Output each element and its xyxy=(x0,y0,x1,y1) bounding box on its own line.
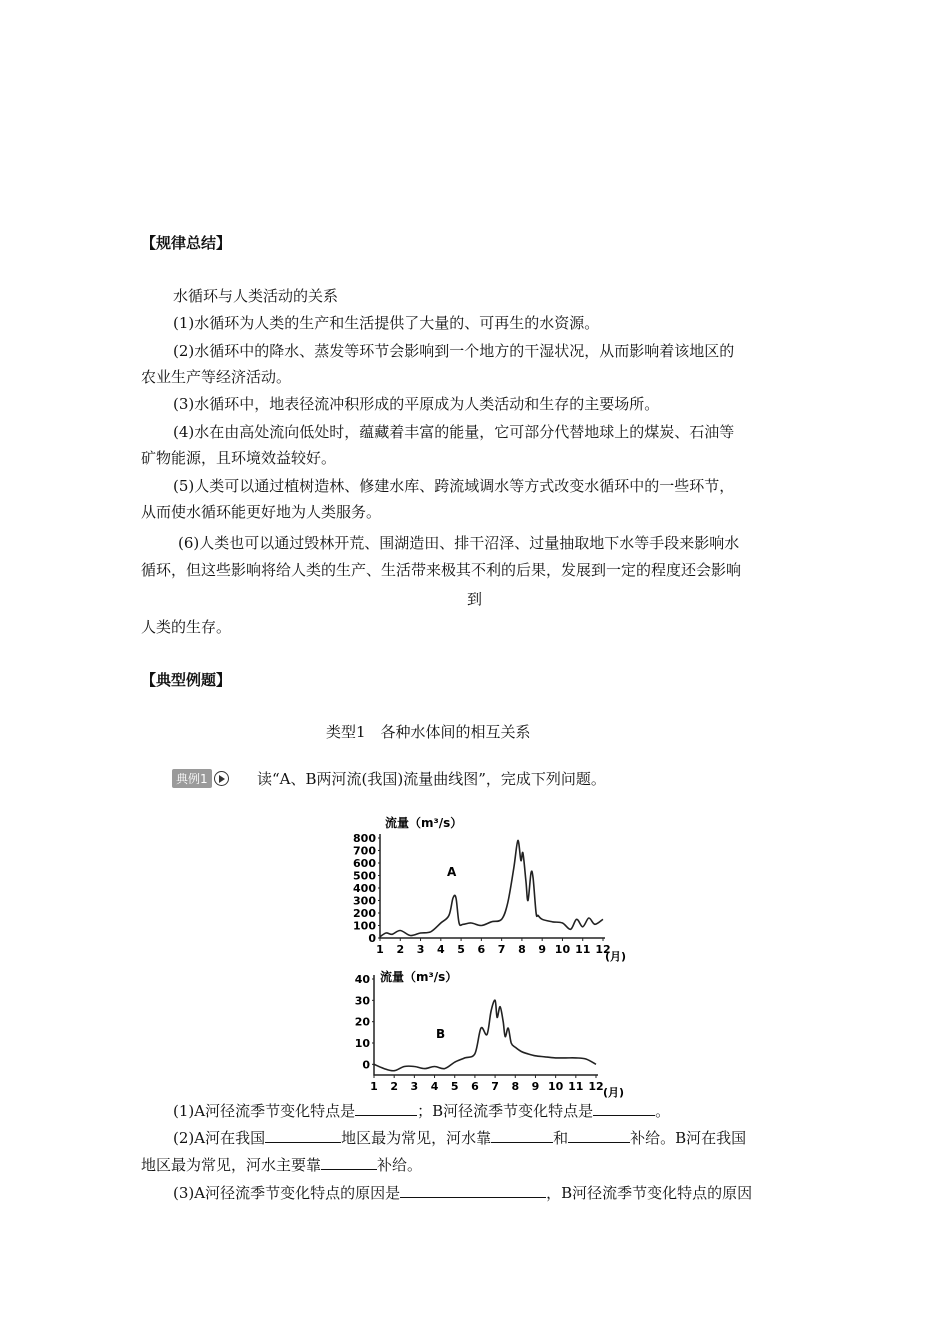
chart-b-series-label: B xyxy=(436,1027,446,1041)
chart-a-x-unit: (月) xyxy=(605,950,627,963)
section-heading-examples: 【典型例题】 xyxy=(141,671,232,689)
chart-a-x-tick: 2 xyxy=(396,943,405,956)
summary-item-6-cont3: 人类的生存。 xyxy=(141,618,232,636)
chart-b-y-tick: 0 xyxy=(362,1058,370,1072)
chart-b-line xyxy=(374,1000,596,1071)
question-2-cont xyxy=(141,1153,422,1177)
q1-blank-b[interactable] xyxy=(593,1101,655,1116)
chart-a-x-tick: 5 xyxy=(457,943,465,956)
chart-a-x-tick: 6 xyxy=(477,943,486,956)
chart-b-x-tick: 2 xyxy=(390,1080,399,1093)
chart-a-x-tick: 10 xyxy=(554,943,571,956)
chart-a-x-tick: 4 xyxy=(436,943,445,956)
q2-text-d: 补给。B河在我国 xyxy=(630,1129,747,1147)
chart-b-axes xyxy=(374,975,598,1075)
chart-a-y-tick: 200 xyxy=(353,907,376,920)
chart-b-x-tick: 11 xyxy=(568,1080,584,1093)
q2-blank-source-b[interactable] xyxy=(321,1155,377,1170)
chart-a-x-tick: 11 xyxy=(575,943,591,956)
q2-text-c: 和 xyxy=(553,1129,569,1147)
q2-blank-region[interactable] xyxy=(265,1128,341,1143)
chart-a-line xyxy=(380,840,603,936)
chart-a-x-tick: 8 xyxy=(518,943,526,956)
q2-text-a: (2)A河在我国 xyxy=(173,1129,266,1147)
summary-item-2-cont: 农业生产等经济活动。 xyxy=(141,368,292,386)
q2-blank-source-2[interactable] xyxy=(568,1128,630,1143)
chart-b-y-tick: 20 xyxy=(354,1015,370,1029)
chart-b-title: 流量（m³/s） xyxy=(380,970,458,984)
example-prompt: 读“A、B两河流(我国)流量曲线图”，完成下列问题。 xyxy=(257,770,606,788)
chart-b-x-tick: 5 xyxy=(450,1080,459,1093)
chart-b-y-tick: 30 xyxy=(354,994,370,1008)
chart-b-y-tick: 10 xyxy=(354,1037,370,1050)
q2-blank-source-1[interactable] xyxy=(491,1128,553,1143)
summary-item-3: (3)水循环中，地表径流冲积形成的平原成为人类活动和生存的主要场所。 xyxy=(173,395,660,413)
chart-b-y-tick: 40 xyxy=(354,973,370,986)
q3-blank-a[interactable] xyxy=(400,1183,546,1198)
chart-a-title: 流量（m³/s） xyxy=(385,816,463,830)
question-3 xyxy=(173,1181,752,1205)
chart-b-x-unit: (月) xyxy=(603,1086,625,1099)
summary-item-5-cont: 从而使水循环能更好地为人类服务。 xyxy=(141,503,382,521)
chart-river-b xyxy=(335,965,635,1103)
question-2 xyxy=(173,1126,746,1150)
play-icon xyxy=(214,771,229,786)
summary-intro: 水循环与人类活动的关系 xyxy=(173,287,339,305)
example-tag-label: 典例1 xyxy=(172,769,212,788)
chart-a-y-tick: 100 xyxy=(353,919,376,933)
chart-a-axes xyxy=(380,834,605,938)
summary-item-6: (6)人类也可以通过毁林开荒、围湖造田、排干沼泽、过量抽取地下水等手段来影响水 xyxy=(178,534,740,552)
chart-b-x-tick: 9 xyxy=(531,1080,540,1093)
q2-text-f: 补给。 xyxy=(377,1156,423,1174)
chart-b-x-tick: 8 xyxy=(511,1080,520,1093)
chart-a-x-tick: 9 xyxy=(538,943,547,956)
q3-text-a: (3)A河径流季节变化特点的原因是 xyxy=(173,1184,401,1202)
chart-a-x-tick: 1 xyxy=(376,943,384,956)
q3-text-b: ，B河径流季节变化特点的原因 xyxy=(546,1184,753,1202)
chart-b-x-tick: 1 xyxy=(370,1080,378,1093)
summary-item-6-cont2: 到 xyxy=(467,590,483,608)
q1-text-end: 。 xyxy=(655,1102,671,1120)
chart-a-x-tick: 12 xyxy=(595,943,611,956)
summary-item-2: (2)水循环中的降水、蒸发等环节会影响到一个地方的干湿状况，从而影响着该地区的 xyxy=(173,342,735,360)
q2-text-b: 地区最为常见，河水靠 xyxy=(341,1129,492,1147)
chart-river-a xyxy=(335,810,635,965)
question-1 xyxy=(173,1099,670,1123)
q1-text-b: ；B河径流季节变化特点是 xyxy=(417,1102,594,1120)
q1-text-a: (1)A河径流季节变化特点是 xyxy=(173,1102,356,1120)
q2-text-e: 地区最为常见，河水主要靠 xyxy=(141,1156,322,1174)
summary-item-4-cont: 矿物能源，且环境效益较好。 xyxy=(141,449,337,467)
summary-item-4: (4)水在由高处流向低处时，蕴藏着丰富的能量，它可部分代替地球上的煤炭、石油等 xyxy=(173,423,735,441)
chart-a-y-tick: 400 xyxy=(353,882,376,895)
section-heading-summary: 【规律总结】 xyxy=(141,234,232,252)
chart-b-x-tick: 12 xyxy=(588,1080,604,1093)
chart-b-x-tick: 3 xyxy=(410,1080,419,1093)
chart-a-y-tick: 700 xyxy=(353,844,376,858)
summary-item-6-cont: 循环，但这些影响将给人类的生产、生活带来极其不利的后果，发展到一定的程度还会影响 xyxy=(141,561,742,579)
chart-a-y-tick: 0 xyxy=(368,932,376,945)
chart-b-x-tick: 7 xyxy=(491,1080,499,1093)
chart-a-y-tick: 500 xyxy=(353,869,376,883)
chart-b-x-tick: 6 xyxy=(471,1080,479,1093)
example-tag xyxy=(172,768,229,788)
summary-item-1: (1)水循环为人类的生产和生活提供了大量的、可再生的水资源。 xyxy=(173,314,600,332)
chart-a-x-tick: 3 xyxy=(416,943,425,956)
chart-b-x-tick: 4 xyxy=(430,1080,439,1093)
chart-a-y-tick: 800 xyxy=(353,832,376,845)
chart-a-x-tick: 7 xyxy=(497,943,506,956)
chart-a-y-tick: 600 xyxy=(353,857,376,870)
q1-blank-a[interactable] xyxy=(355,1101,417,1116)
chart-a-y-tick: 300 xyxy=(353,894,376,908)
summary-item-5: (5)人类可以通过植树造林、修建水库、跨流域调水等方式改变水循环中的一些环节， xyxy=(173,477,735,495)
chart-b-x-tick: 10 xyxy=(547,1080,564,1093)
type-title: 类型1 各种水体间的相互关系 xyxy=(326,723,531,741)
chart-a-series-label: A xyxy=(447,865,457,879)
